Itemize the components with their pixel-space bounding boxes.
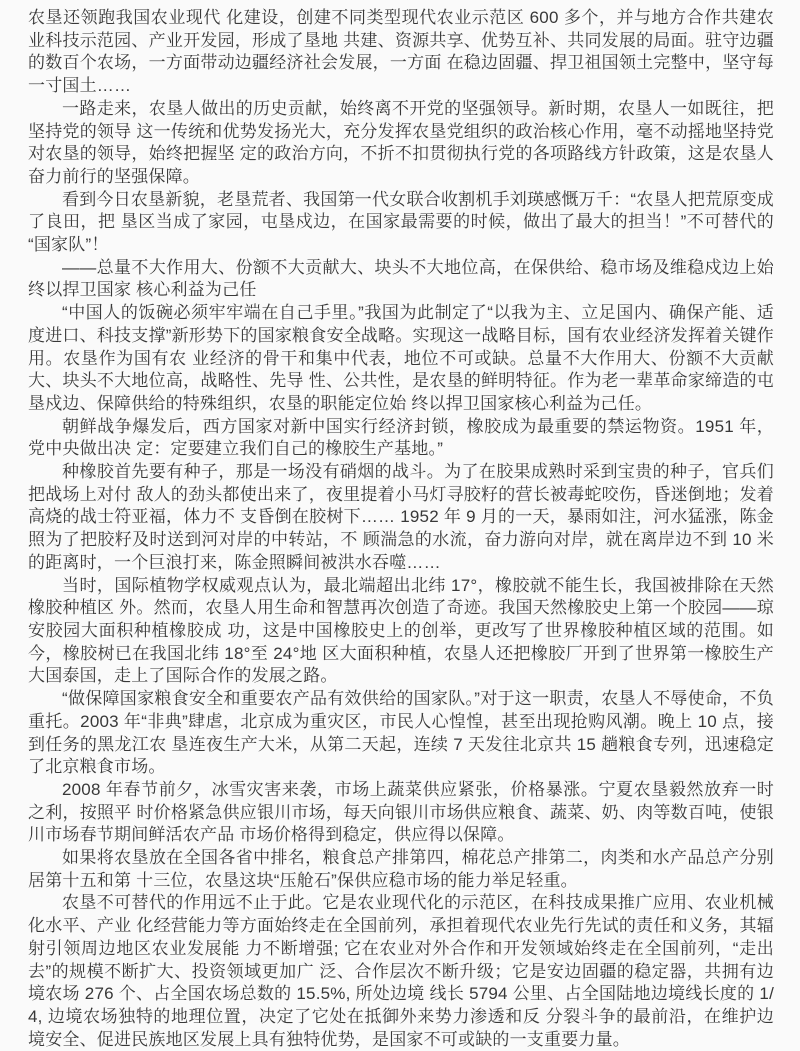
paragraph: “做保障国家粮食安全和重要农产品有效供给的国家队。”对于这一职责，农垦人不辱使命，不负重托。2003 年“非典”肆虐，北京成为重灾区，市民人心惶惶，甚至出现抢购风潮。晚上 10 点，接到任务的黑龙江农 垦连夜生产大米，从第二天起，连续 7 天发往北京共 15 趟粮食专列，迅速稳定了北京粮食市场。 [28, 689, 774, 777]
paragraph: 看到今日农垦新貌，老垦荒者、我国第一代女联合收割机手刘瑛感慨万千：“农垦人把荒原变成了良田，把 垦区当成了家园，屯垦戍边，在国家最需要的时候，做出了最大的担当！”不可替代的“国家队”！ [28, 189, 774, 255]
paragraph: 当时，国际植物学权威观点认为，最北端超出北纬 17°，橡胶就不能生长，我国被排除在天然橡胶种植区 外。然而，农垦人用生命和智慧再次创造了奇迹。我国天然橡胶史上第一个胶园——琼安胶园大面积种植橡胶成 功，这是中国橡胶史上的创举，更改写了世界橡胶种植区域的范围。如今，橡胶树已在我国北纬 18°至 24°地 区大面积种植，农垦人还把橡胶厂开到了世界第一橡胶生产大国泰国，走上了国际合作的发展之路。 [28, 575, 774, 686]
paragraph: 农垦还领跑我国农业现代 化建设，创建不同类型现代农业示范区 600 多个，并与地方合作共建农业科技示范园、产业开发园，形成了垦地 共建、资源共享、优势互补、共同发展的局面。驻守边疆的数百个农场，一方面带动边疆经济社会发展，一方面 在稳边固疆、捍卫祖国领土完整中，坚守每一寸国土…… [28, 8, 774, 96]
paragraph: 一路走来，农垦人做出的历史贡献，始终离不开党的坚强领导。新时期，农垦人一如既往，把坚持党的领导 这一传统和优势发扬光大，充分发挥农垦党组织的政治核心作用，毫不动摇地坚持党对农垦的领导，始终把握坚 定的政治方向，不折不扣贯彻执行党的各项路线方针政策，这是农垦人奋力前行的坚强保障。 [28, 98, 774, 186]
paragraph: ——总量不大作用大、份额不大贡献大、块头不大地位高，在保供给、稳市场及维稳戍边上始终以捍卫国家 核心利益为己任 [28, 257, 774, 300]
article-body [28, 7, 774, 1051]
paragraph: 种橡胶首先要有种子，那是一场没有硝烟的战斗。为了在胶果成熟时采到宝贵的种子，官兵们把战场上对付 敌人的劲头都使出来了，夜里提着小马灯寻胶籽的营长被毒蛇咬伤，昏迷倒地；发着高烧的战士符亚福，体力不 支昏倒在胶树下…… 1952 年 9 月的一天，暴雨如注，河水猛涨，陈金照为了把胶籽及时送到河对岸的中转站，不 顾湍急的水流，奋力游向对岸，就在离岸边不到 10 米的距离时，一个巨浪打来，陈金照瞬间被洪水吞噬…… [28, 462, 774, 572]
paragraph: 如果将农垦放在全国各省中排名，粮食总产排第四，棉花总产排第二，肉类和水产品总产分别居第十五和第 十三位，农垦这块“压舱石”保供应稳市场的能力举足轻重。 [28, 848, 774, 890]
paragraph: 农垦不可替代的作用远不止于此。它是农业现代化的示范区，在科技成果推广应用、农业机械化水平、产业 化经营能力等方面始终走在全国前列，承担着现代农业先行先试的责任和义务，其辐射引领周边地区农业发展能 力不断增强; 它在农业对外合作和开发领域始终走在全国前列，“走出去”的规模不断扩大、投资领域更加广 泛、合作层次不断升级；它是安边固疆的稳定器，共拥有边境农场 276 个、占全国农场总数的 15.5%, 所处边境 线长 5794 公里、占全国陆地边境线长度的 1/4, 边境农场独特的地理位置，决定了它处在抵御外来势力渗透和反 分裂斗争的最前沿，在维护边境安全、促进民族地区发展上具有独特优势，是国家不可或缺的一支重要力量。 [28, 893, 774, 1049]
paragraph: 朝鲜战争爆发后，西方国家对新中国实行经济封锁，橡胶成为最重要的禁运物资。1951 年，党中央做出决 定：定要建立我们自己的橡胶生产基地。” [28, 416, 774, 459]
paragraph: 2008 年春节前夕，冰雪灾害来袭，市场上蔬菜供应紧张，价格暴涨。宁夏农垦毅然放弃一时之利，按照平 时价格紧急供应银川市场，每天向银川市场供应粮食、蔬菜、奶、肉等数百吨，使银川市场春节期间鲜活农产品 市场价格得到稳定，供应得以保障。 [28, 779, 774, 845]
paragraph: “中国人的饭碗必须牢牢端在自己手里。”我国为此制定了“以我为主、立足国内、确保产能、适度进口、科技支撑”新形势下的国家粮食安全战略。实现这一战略目标，国有农业经济发挥着关键作用。农垦作为国有农 业经济的骨干和集中代表，地位不可或缺。总量不大作用大、份额不大贡献大、块头不大地位高，战略性、先导 性、公共性，是农垦的鲜明特征。作为老一辈革命家缔造的屯垦戍边、保障供给的特殊组织，农垦的职能定位始 终以捍卫国家核心利益为己任。 [28, 303, 774, 413]
